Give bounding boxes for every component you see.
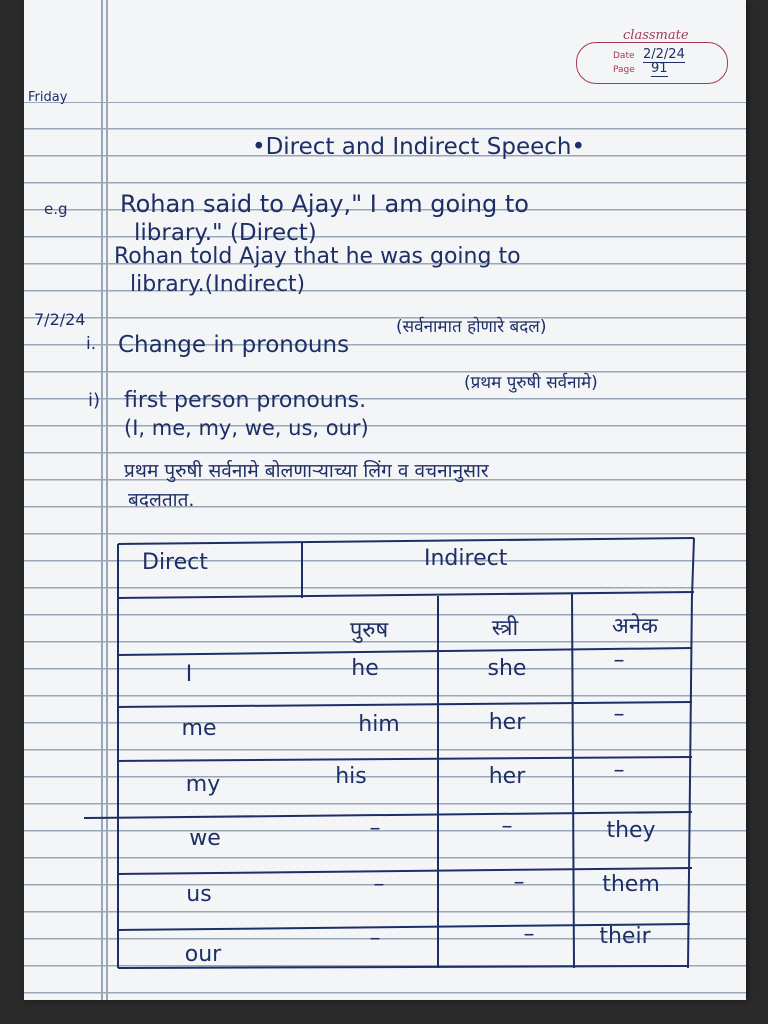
date-note: 7/2/24 [34,310,86,329]
notebook-page [24,0,746,1000]
table-cell-direct: I [185,662,193,687]
pronoun-list: (I, me, my, we, us, our) [124,416,369,440]
example-line: Rohan said to Ajay," I am going to [120,190,529,218]
marathi-explanation: प्रथम पुरुषी सर्वनामे बोलणाऱ्याच्या लिंग व वचनानुसार [124,460,489,482]
subsection-number: i) [88,390,101,411]
example-line: Rohan told Ajay that he was going to [114,244,521,269]
section-heading-marathi: (सर्वनामात होणारे बदल) [396,317,547,337]
example-line: library.(Indirect) [130,272,306,297]
marathi-explanation: बदलतात. [128,489,195,511]
subheader-plural: अनेक [612,614,658,639]
table-cell-male: his [335,764,367,789]
section-heading: Change in pronouns [118,332,350,358]
subheader-female: स्त्री [491,616,519,641]
date-value: 2/2/24 [643,47,685,62]
brand-logo: classmate [623,28,689,43]
pronoun-table-grid [24,0,746,1000]
subheader-male: पुरुष [349,618,389,643]
table-cell-plural: they [606,818,656,843]
table-cell-plural: them [602,872,660,897]
page-title: •Direct and Indirect Speech• [252,134,586,160]
table-cell-male: he [351,656,379,681]
example-label: e.g [44,200,68,218]
table-cell-female: her [488,764,526,789]
page-value: 91 [651,61,668,76]
day-label: Friday [28,90,68,105]
section-number: i. [86,334,97,354]
table-cell-male: – [373,872,385,897]
table-cell-plural: their [599,924,651,949]
table-cell-female: – [513,870,525,895]
subsection-heading: first person pronouns. [124,388,367,413]
table-cell-plural: – [613,648,625,673]
table-cell-male: – [369,816,381,841]
table-cell-male: – [369,926,381,951]
table-cell-direct: us [186,882,212,907]
date-label: Date [613,51,635,61]
subsection-marathi-note: (प्रथम पुरुषी सर्वनामे) [464,373,598,393]
example-line: library." (Direct) [134,220,317,246]
table-cell-direct: we [189,826,221,851]
table-cell-direct: my [185,772,221,797]
table-header-indirect: Indirect [424,546,508,571]
table-cell-female: her [488,710,526,735]
page-label: Page [613,65,635,75]
table-cell-female: she [487,656,527,681]
table-cell-female: – [523,922,535,947]
table-header-direct: Direct [142,550,208,575]
table-cell-direct: our [184,942,222,967]
table-cell-direct: me [181,716,217,741]
table-cell-female: – [501,814,513,839]
table-cell-plural: – [613,758,625,783]
table-cell-male: him [358,712,400,737]
table-cell-plural: – [613,702,625,727]
